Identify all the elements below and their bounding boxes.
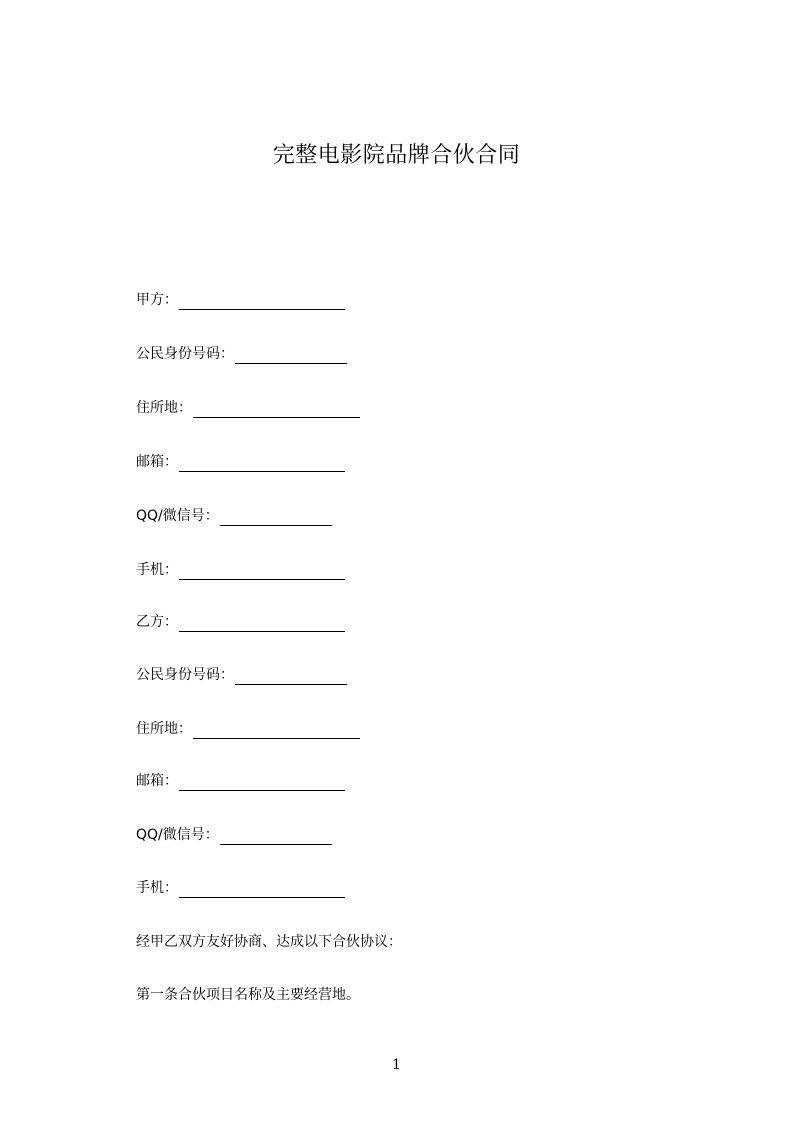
party-b-id-field [136, 665, 347, 685]
party-b-phone-field [136, 878, 345, 898]
party-a-address-field [136, 398, 360, 418]
party-a-email-label: 邮箱： [136, 454, 178, 470]
party-b-address-field [136, 719, 360, 739]
party-a-label: 甲方： [136, 292, 178, 308]
party-b-email-blank [179, 774, 345, 791]
party-b-address-blank [193, 722, 360, 739]
party-b-qq-field [136, 825, 332, 845]
party-a-address-blank [193, 401, 360, 418]
party-a-qq-label: QQ/微信号： [136, 508, 219, 524]
page-number: 1 [392, 1057, 401, 1073]
party-b-phone-blank [179, 881, 345, 898]
party-b-phone-label: 手机： [136, 880, 178, 896]
party-a-id-field [136, 344, 347, 364]
article-1-heading: 第一条合伙项目名称及主要经营地。 [136, 987, 360, 1003]
party-b-id-label: 公民身份号码： [136, 667, 234, 683]
party-a-phone-blank [179, 563, 345, 580]
party-a-blank [179, 293, 345, 310]
party-b-email-field [136, 771, 345, 791]
party-a-phone-field [136, 560, 345, 580]
party-b-field [136, 612, 345, 632]
party-b-label: 乙方： [136, 614, 178, 630]
party-a-field [136, 290, 345, 310]
party-a-address-label: 住所地： [136, 400, 192, 416]
party-b-email-label: 邮箱： [136, 773, 178, 789]
party-a-id-blank [235, 347, 347, 364]
document-title: 完整电影院品牌合伙合同 [272, 143, 521, 168]
party-a-phone-label: 手机： [136, 562, 178, 578]
party-a-id-label: 公民身份号码： [136, 346, 234, 362]
party-b-id-blank [235, 668, 347, 685]
party-a-email-field [136, 452, 345, 472]
party-a-qq-field [136, 506, 332, 526]
party-a-email-blank [179, 455, 345, 472]
party-b-blank [179, 615, 345, 632]
party-b-qq-label: QQ/微信号： [136, 827, 219, 843]
party-b-address-label: 住所地： [136, 721, 192, 737]
party-b-qq-blank [220, 828, 332, 845]
party-a-qq-blank [220, 509, 332, 526]
intro-paragraph: 经甲乙双方友好协商、达成以下合伙协议： [136, 934, 402, 950]
